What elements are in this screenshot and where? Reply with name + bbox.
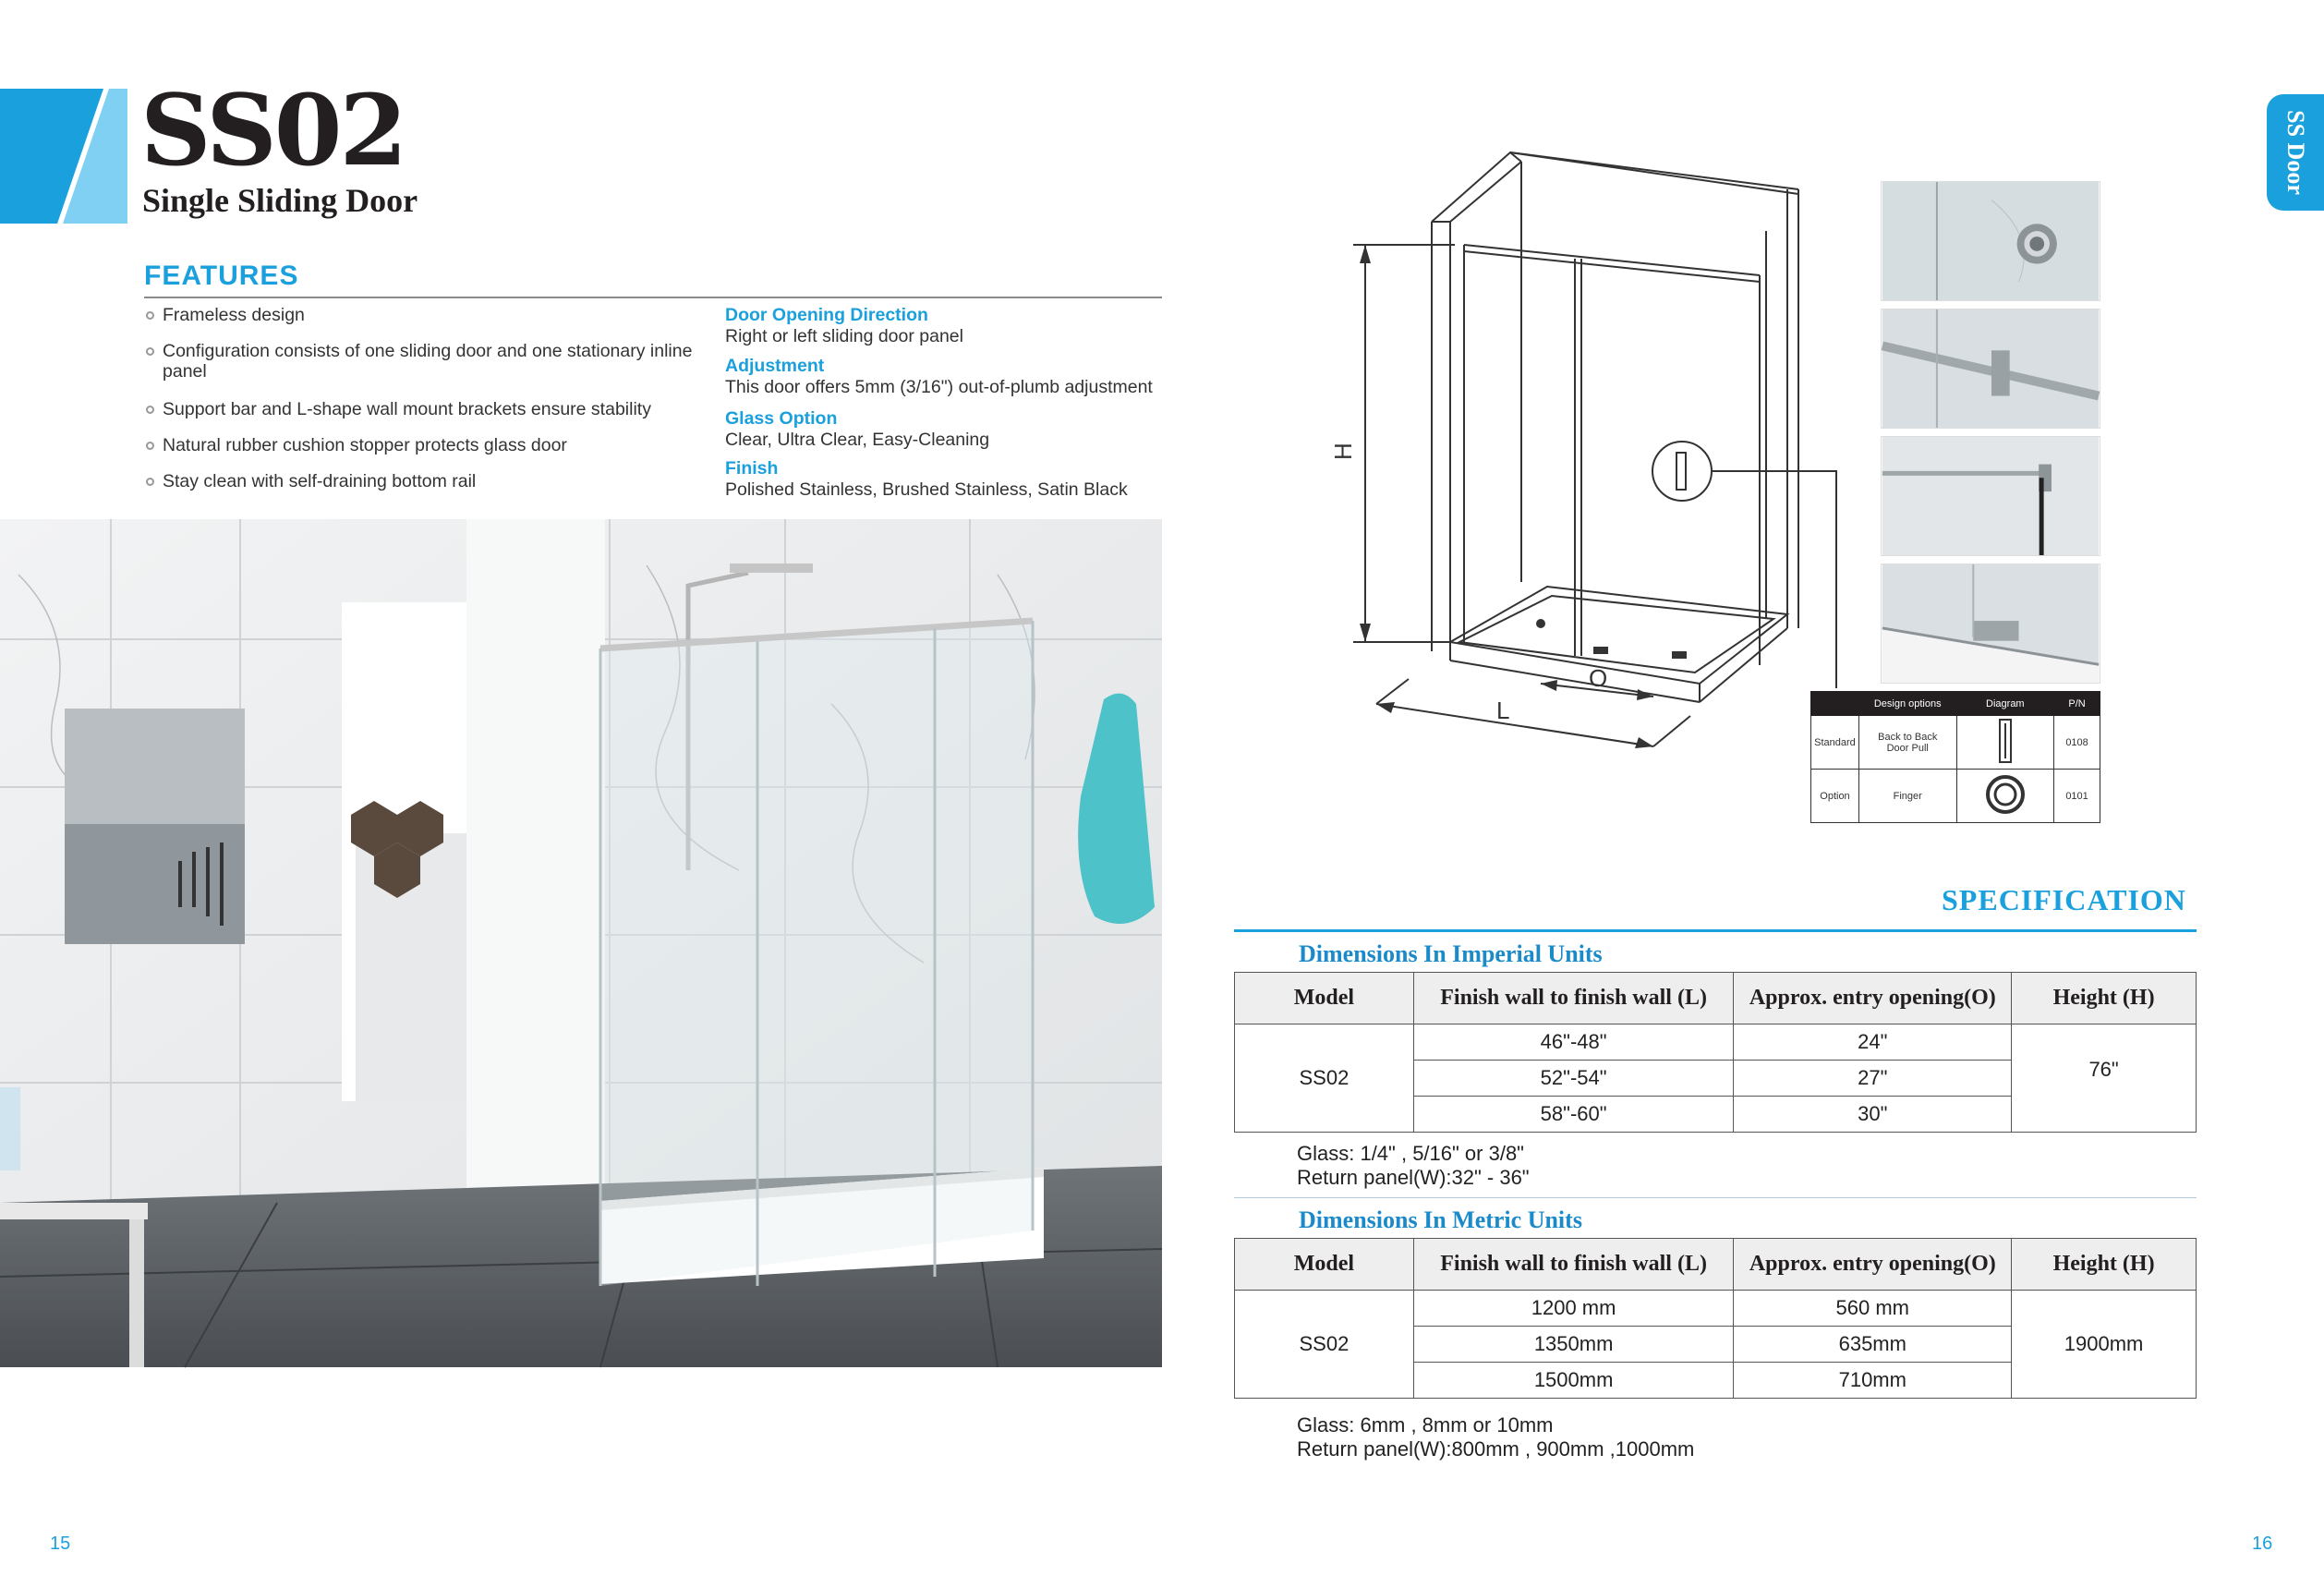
feature-item: Natural rubber cushion stopper protects glass door xyxy=(144,435,567,455)
option-label: Adjustment xyxy=(725,356,825,376)
design-header-diagram: Diagram xyxy=(1956,692,2054,716)
imperial-return-panel-note: Return panel(W):32" - 36" xyxy=(1297,1166,1530,1189)
diagram-label-h: H xyxy=(1329,442,1357,460)
design-type: Option xyxy=(1811,770,1859,823)
header-l: Finish wall to finish wall (L) xyxy=(1413,973,1734,1024)
imperial-spec-table xyxy=(1234,972,2197,1133)
header-o: Approx. entry opening(O) xyxy=(1734,973,2012,1024)
design-name: Back to Back Door Pull xyxy=(1858,716,1956,770)
header-accent-block xyxy=(0,89,127,224)
metric-spec-table xyxy=(1234,1238,2197,1399)
header-o: Approx. entry opening(O) xyxy=(1734,1239,2012,1291)
o-cell: 30" xyxy=(1734,1097,2012,1133)
option-glass xyxy=(725,408,1168,451)
design-options-table xyxy=(1810,691,2100,823)
feature-item: Configuration consists of one sliding door and one stationary inline panel xyxy=(144,341,717,382)
design-pn: 0108 xyxy=(2054,716,2100,770)
detail-photo-bracket xyxy=(1881,309,2100,429)
model-cell: SS02 xyxy=(1235,1291,1414,1399)
metric-return-panel-note: Return panel(W):800mm , 900mm ,1000mm xyxy=(1297,1437,1695,1461)
detail-photo-wall-mount xyxy=(1881,436,2100,556)
option-label: Finish xyxy=(725,458,779,479)
design-header-options: Design options xyxy=(1858,692,1956,716)
section-tab xyxy=(2267,94,2324,211)
diagram-label-o: O xyxy=(1589,664,1608,692)
option-adjustment xyxy=(725,356,1168,398)
model-title: SS02 xyxy=(140,72,405,188)
specification-heading: SPECIFICATION xyxy=(1942,883,2186,916)
features-divider xyxy=(144,297,1162,298)
page-number-left: 15 xyxy=(50,1533,71,1554)
option-label: Door Opening Direction xyxy=(725,305,928,325)
option-finish xyxy=(725,458,1168,501)
l-cell: 46"-48" xyxy=(1413,1024,1734,1061)
specification-divider xyxy=(1234,929,2197,932)
section-divider xyxy=(1234,1197,2197,1198)
l-cell: 1350mm xyxy=(1413,1327,1734,1363)
diagram-label-l: L xyxy=(1496,697,1510,724)
design-name: Finger xyxy=(1858,770,1956,823)
bullet-icon xyxy=(146,406,154,414)
metric-heading: Dimensions In Metric Units xyxy=(1299,1206,1582,1233)
bullet-icon xyxy=(146,311,154,320)
table-row xyxy=(1235,1291,2197,1327)
header-model: Model xyxy=(1235,973,1414,1024)
design-pn: 0101 xyxy=(2054,770,2100,823)
feature-item: Stay clean with self-draining bottom rail xyxy=(144,471,476,491)
finger-pull-icon xyxy=(1956,770,2054,823)
option-door-opening xyxy=(725,305,1168,347)
header-l: Finish wall to finish wall (L) xyxy=(1413,1239,1734,1291)
bullet-icon xyxy=(146,478,154,486)
option-value: Clear, Ultra Clear, Easy-Cleaning xyxy=(725,430,990,450)
bullet-icon xyxy=(146,347,154,356)
option-value: This door offers 5mm (3/16") out-of-plumb adjustment xyxy=(725,377,1153,397)
detail-photo-bottom-rail xyxy=(1881,564,2100,684)
design-row xyxy=(1811,716,2100,770)
height-cell: 76" xyxy=(2012,1024,2197,1133)
l-cell: 52"-54" xyxy=(1413,1061,1734,1097)
o-cell: 24" xyxy=(1734,1024,2012,1061)
design-type: Standard xyxy=(1811,716,1859,770)
design-header-blank xyxy=(1811,692,1859,716)
design-row xyxy=(1811,770,2100,823)
imperial-glass-note: Glass: 1/4" , 5/16" or 3/8" xyxy=(1297,1142,1524,1165)
page-number-right: 16 xyxy=(2252,1533,2273,1554)
l-cell: 1500mm xyxy=(1413,1363,1734,1399)
metric-glass-note: Glass: 6mm , 8mm or 10mm xyxy=(1297,1413,1554,1436)
option-label: Glass Option xyxy=(725,408,838,429)
bullet-icon xyxy=(146,442,154,450)
option-value: Right or left sliding door panel xyxy=(725,326,963,346)
model-cell: SS02 xyxy=(1235,1024,1414,1133)
o-cell: 635mm xyxy=(1734,1327,2012,1363)
height-cell: 1900mm xyxy=(2012,1291,2197,1399)
back-to-back-pull-icon xyxy=(1956,716,2054,770)
features-heading: FEATURES xyxy=(144,261,299,291)
feature-item: Support bar and L-shape wall mount brackets ensure stability xyxy=(144,399,651,419)
o-cell: 710mm xyxy=(1734,1363,2012,1399)
header-model: Model xyxy=(1235,1239,1414,1291)
o-cell: 27" xyxy=(1734,1061,2012,1097)
bathroom-photo xyxy=(0,519,1162,1367)
section-tab-label: SS Door xyxy=(2282,110,2309,195)
header-h: Height (H) xyxy=(2012,973,2197,1024)
detail-photo-finger-pull xyxy=(1881,181,2100,301)
enclosure-diagram xyxy=(1329,139,1764,767)
o-cell: 560 mm xyxy=(1734,1291,2012,1327)
l-cell: 1200 mm xyxy=(1413,1291,1734,1327)
imperial-heading: Dimensions In Imperial Units xyxy=(1299,940,1603,967)
feature-item: Frameless design xyxy=(144,305,305,325)
l-cell: 58"-60" xyxy=(1413,1097,1734,1133)
model-subtitle: Single Sliding Door xyxy=(142,182,418,219)
option-value: Polished Stainless, Brushed Stainless, Satin Black xyxy=(725,479,1128,500)
header-h: Height (H) xyxy=(2012,1239,2197,1291)
table-row xyxy=(1235,1024,2197,1061)
design-header-pn: P/N xyxy=(2054,692,2100,716)
